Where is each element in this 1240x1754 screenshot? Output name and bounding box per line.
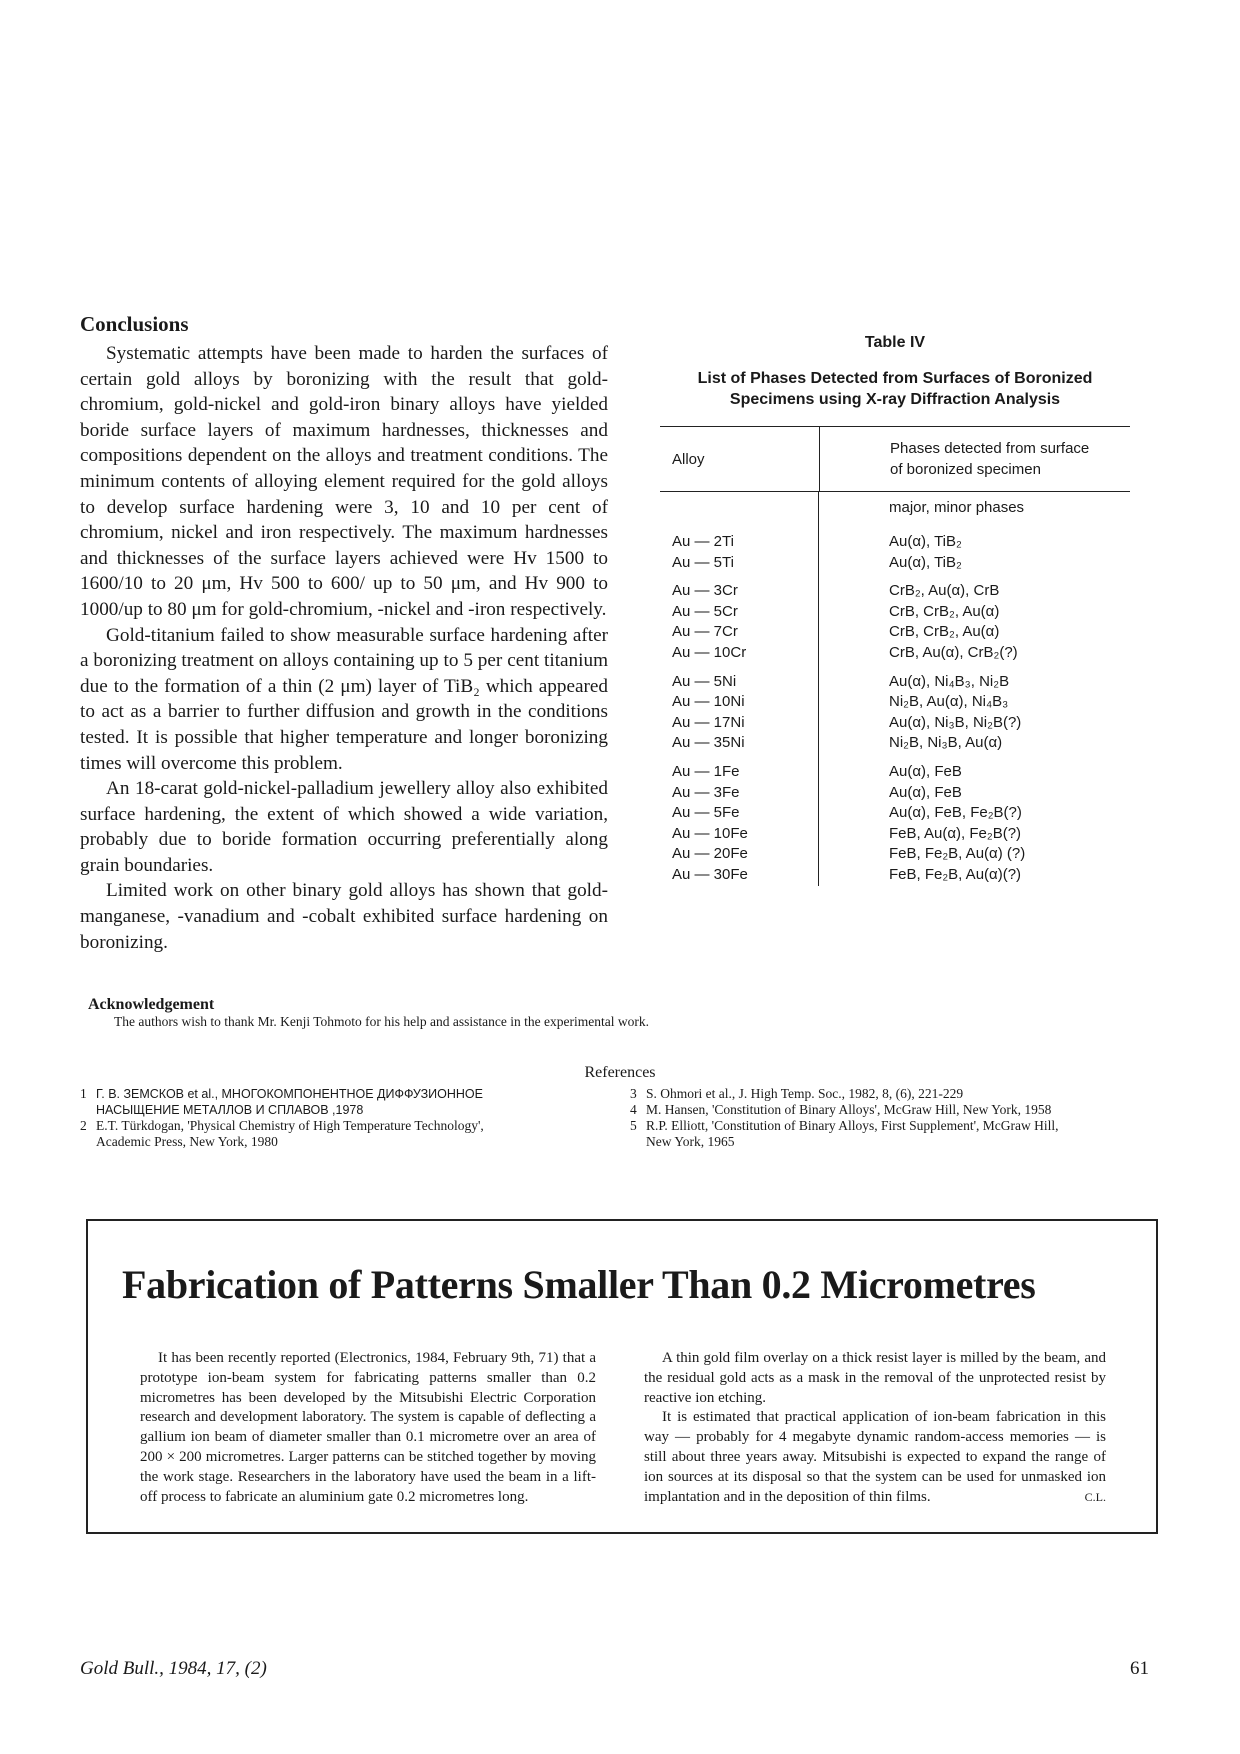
reference-number: 1 (80, 1086, 87, 1101)
footer-journal-citation: Gold Bull., 1984, 17, (2) (80, 1658, 267, 1679)
conclusions-paragraph: Systematic attempts have been made to harden the surfaces of certain gold alloys by boronizing with the result that gold-chromium, gold-nickel and gold-iron binary alloys have yielded boride surface layers of maximum hardnesses, thicknesses and compositions dependent on the alloys and treatment conditions. The minimum contents of alloying element required for the gold alloys to develop surface hardening were 3, 10 and 10 per cent of chromium, nickel and iron respectively. The maximum hardnesses and thicknesses of the surface layers achieved were Hv 1500 to 1600/10 to 20 μm, Hv 500 to 600/ up to 50 μm, and Hv 900 to 1000/up to 80 μm for gold-chromium, -nickel and -iron respectively. (80, 343, 608, 620)
table-cell-alloy: Au — 10Cr (672, 643, 747, 661)
table-cell-phases: Au(α), Ni₄B₃, Ni₂B (889, 672, 1010, 690)
acknowledgement-heading: Acknowledgement (88, 996, 215, 1013)
table-header-phases-line: of boronized specimen (890, 461, 1041, 478)
article-paragraph (644, 1408, 1106, 1507)
table-subheader: major, minor phases (889, 499, 1025, 516)
table-cell-phases: Au(α), FeB (889, 762, 962, 780)
article-right-column (644, 1349, 1106, 1507)
table-cell-alloy: Au — 10Ni (672, 693, 745, 711)
acknowledgement-section (88, 996, 1148, 1030)
table-cell-phases: Au(α), FeB, Fe₂B(?) (889, 804, 1022, 822)
table-cell-alloy: Au — 17Ni (672, 713, 745, 731)
table-cell-alloy: Au — 10Fe (672, 824, 748, 842)
references-left-column (80, 1086, 600, 1150)
table-cell-alloy: Au — 1Fe (672, 762, 740, 780)
conclusions-section (80, 312, 608, 955)
reference-text: E.T. Türkdogan, 'Physical Chemistry of High Temperature Technology', (96, 1118, 484, 1133)
reference-text: Academic Press, New York, 1980 (96, 1134, 278, 1149)
table-cell-alloy: Au — 3Cr (672, 582, 738, 600)
phases-column (819, 492, 1130, 886)
table-cell-phases: FeB, Fe₂B, Au(α) (?) (889, 845, 1026, 863)
article-author-initials: C.L. (1084, 1489, 1106, 1504)
table-cell-phases: Au(α), FeB (889, 783, 962, 801)
table-header-row (660, 426, 1130, 492)
table-title-line: List of Phases Detected from Surfaces of Boronized (697, 370, 1093, 387)
table-title-line: Specimens using X-ray Diffraction Analysis (729, 391, 1061, 408)
table-cell-phases: Au(α), Ni₃B, Ni₂B(?) (889, 713, 1022, 731)
table-cell-phases: CrB, CrB₂, Au(α) (889, 602, 1000, 620)
conclusions-paragraph: An 18-carat gold-nickel-palladium jewellery alloy also exhibited surface hardening, the extent of which showed a wide variation, probably due to boride formation occurring preferentially along grain boundaries. (80, 778, 608, 876)
table-group (889, 672, 1130, 754)
table-cell-alloy: Au — 3Fe (672, 783, 740, 801)
conclusions-heading: Conclusions (80, 312, 189, 336)
table-cell-phases: CrB, CrB₂, Au(α) (889, 623, 1000, 641)
reference-item (630, 1102, 1170, 1118)
table-group (672, 762, 818, 886)
table-cell-alloy: Au — 5Cr (672, 602, 738, 620)
reference-text: S. Ohmori et al., J. High Temp. Soc., 1982, 8, (6), 221-229 (646, 1086, 964, 1101)
reference-number: 3 (630, 1086, 637, 1101)
article-box (86, 1219, 1158, 1534)
table-group (672, 581, 818, 663)
table-cell-phases: CrB₂, Au(α), CrB (889, 582, 1000, 600)
table-group (889, 581, 1130, 663)
conclusions-paragraph: Gold-titanium failed to show measurable surface hardening after a boronizing treatment on alloys containing up to 5 per cent titanium due to the formation of a thin (2 μm) layer of TiB₂ which appeared to act as a barrier to further diffusion and growth in the conditions tested. It is possible that higher temperature and longer boronizing times will overcome this problem. (80, 624, 608, 774)
alloy-column (660, 492, 819, 886)
references-right-column (630, 1086, 1170, 1150)
table-cell-phases: Ni₂B, Au(α), Ni₄B₃ (889, 693, 1009, 711)
references-heading: References (584, 1064, 656, 1081)
table-iv (660, 334, 1130, 886)
table-group (672, 532, 818, 573)
table-cell-alloy: Au — 5Ni (672, 672, 737, 690)
acknowledgement-text: The authors wish to thank Mr. Kenji Tohmoto for his help and assistance in the experimental work. (114, 1014, 649, 1029)
reference-text: New York, 1965 (646, 1134, 735, 1149)
conclusions-paragraph: Limited work on other binary gold alloys has shown that gold-manganese, -vanadium and -cobalt exhibited surface hardening on boronizing. (80, 880, 608, 953)
article-paragraph-text: It is estimated that practical application of ion-beam fabrication in this way — probably for 4 megabyte dynamic random-access memories — is still about three years away. Mitsubishi is expected to expand the range of ion sources at its disposal so that the system can be used for unmasked ion implantation and in the deposition of thin films. (644, 1409, 1106, 1505)
reference-text: Г. В. ЗЕМСКОВ et al., МНОГОКОМПОНЕНТНОЕ ДИФФУЗИОННОЕ (96, 1087, 483, 1101)
table-label: Table IV (864, 334, 926, 351)
reference-item (630, 1086, 1170, 1102)
table-cell-phases: FeB, Fe₂B, Au(α)(?) (889, 865, 1022, 883)
table-cell-phases: Au(α), TiB₂ (889, 533, 962, 550)
table-group (889, 762, 1130, 886)
table-header-alloy: Alloy (660, 427, 820, 491)
table-cell-phases: CrB, Au(α), CrB₂(?) (889, 643, 1018, 661)
table-cell-phases: FeB, Au(α), Fe₂B(?) (889, 824, 1022, 842)
reference-text: НАСЫЩЕНИЕ МЕТАЛЛОВ И СПЛАВОВ ,1978 (96, 1103, 364, 1117)
table-title (660, 368, 1130, 410)
table-cell-alloy: Au — 2Ti (672, 533, 734, 550)
reference-number: 2 (80, 1118, 87, 1133)
reference-number: 5 (630, 1118, 637, 1133)
table-cell-phases: Ni₂B, Ni₃B, Au(α) (889, 734, 1003, 752)
table-group (672, 672, 818, 754)
table-cell-alloy: Au — 30Fe (672, 865, 748, 883)
table-cell-alloy: Au — 5Ti (672, 553, 734, 571)
table-group (889, 532, 1130, 573)
article-paragraph: A thin gold film overlay on a thick resist layer is milled by the beam, and the residual gold acts as a mask in the removal of the unprotected resist by reactive ion etching. (644, 1350, 1106, 1406)
article-paragraph: It has been recently reported (Electronics, 1984, February 9th, 71) that a prototype ion-beam system for fabricating patterns smaller than 0.2 micrometres has been developed by the Mitsubishi Electric Corporation research and development laboratory. The system is capable of deflecting a gallium ion beam of diameter smaller than 0.1 micrometre over an area of 200 × 200 micrometres. Larger patterns can be stitched together by moving the work stage. Researchers in the laboratory have used the beam in a lift-off process to fabricate an aluminium gate 0.2 micrometres long. (140, 1350, 596, 1505)
table-body (660, 492, 1130, 886)
reference-item (80, 1086, 600, 1118)
reference-item (630, 1118, 1170, 1150)
reference-text: M. Hansen, 'Constitution of Binary Alloys', McGraw Hill, New York, 1958 (646, 1102, 1052, 1117)
table-cell-alloy: Au — 20Fe (672, 845, 748, 863)
footer-page-number: 61 (1130, 1658, 1149, 1679)
table-cell-alloy: Au — 35Ni (672, 734, 745, 752)
reference-text: R.P. Elliott, 'Constitution of Binary Alloys, First Supplement', McGraw Hill, (646, 1118, 1059, 1133)
table-cell-alloy: Au — 7Cr (672, 623, 738, 641)
article-title: Fabrication of Patterns Smaller Than 0.2 Micrometres (122, 1262, 1036, 1307)
table-cell-phases: Au(α), TiB₂ (889, 553, 962, 571)
table-header-phases (820, 427, 1130, 491)
reference-item (80, 1118, 600, 1150)
table-cell-alloy: Au — 5Fe (672, 804, 740, 822)
article-left-column (140, 1349, 596, 1507)
table-header-phases-line: Phases detected from surface (890, 440, 1090, 457)
reference-number: 4 (630, 1102, 637, 1117)
